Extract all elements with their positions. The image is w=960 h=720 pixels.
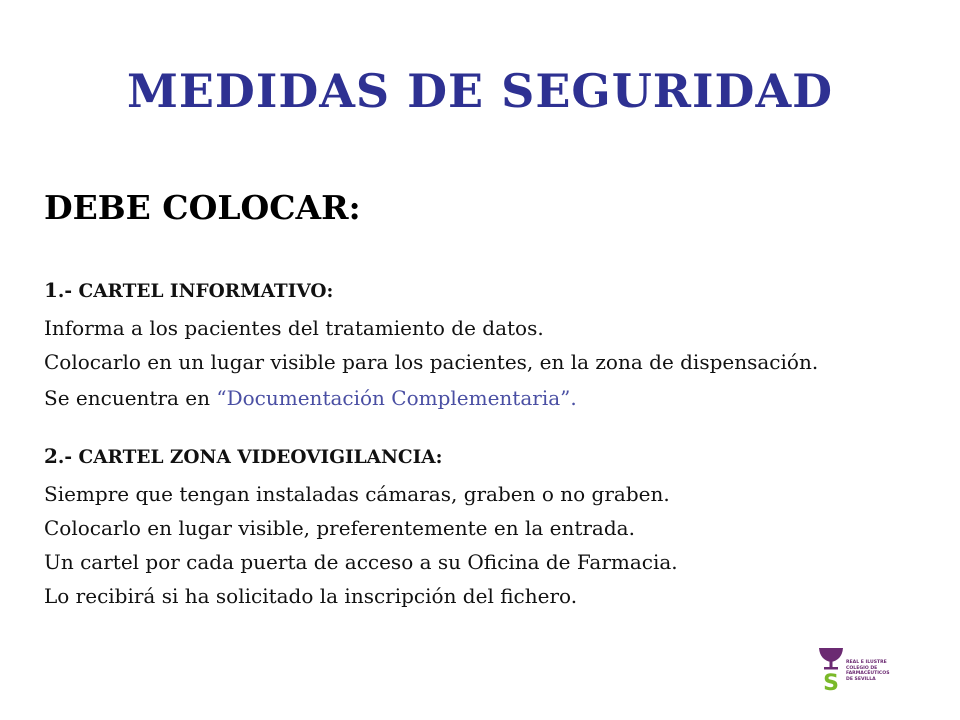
logo-text-line-3: DE SEVILLA [846, 676, 876, 682]
cup-and-s-icon [816, 644, 846, 694]
slide-content [44, 276, 912, 616]
section-1-heading [44, 276, 912, 306]
logo-text-line-1: REAL E ILUSTRE [846, 660, 887, 665]
section-1-line-2: Colocarlo en un lugar visible para los pacientes, en la zona de dispensación. [44, 350, 819, 374]
section-1-line-1: Informa a los pacientes del tratamiento de datos. [44, 316, 544, 340]
logo-text-line-2: COLEGIO DE FARMACÉUTICOS [846, 665, 890, 677]
section-2-number: 2 [44, 444, 58, 468]
section-2-line-2: Colocarlo en lugar visible, preferentemente en la entrada. [44, 516, 635, 540]
documentation-link[interactable]: “Documentación Complementaria”. [216, 386, 577, 410]
section-2-line-1: Siempre que tengan instaladas cámaras, graben o no graben. [44, 482, 670, 506]
section-2-heading [44, 442, 912, 472]
slide-title: MEDIDAS DE SEGURIDAD [126, 64, 834, 118]
logo-letter: S [823, 671, 839, 694]
slide-subtitle: DEBE COLOCAR: [44, 188, 361, 227]
section-2-line-3: Un cartel por cada puerta de acceso a su Oficina de Farmacia. [44, 550, 678, 574]
section-1-reference [44, 384, 912, 412]
college-logo [816, 644, 920, 694]
section-1-heading-text: .- CARTEL INFORMATIVO: [57, 281, 334, 302]
section-1-reference-prefix: Se encuentra en [44, 386, 217, 410]
section-2-heading-text: .- CARTEL ZONA VIDEOVIGILANCIA: [57, 447, 443, 468]
logo-text [846, 660, 920, 682]
section-1-number: 1 [44, 278, 58, 302]
section-2-line-4: Lo recibirá si ha solicitado la inscripción del fichero. [44, 584, 578, 608]
